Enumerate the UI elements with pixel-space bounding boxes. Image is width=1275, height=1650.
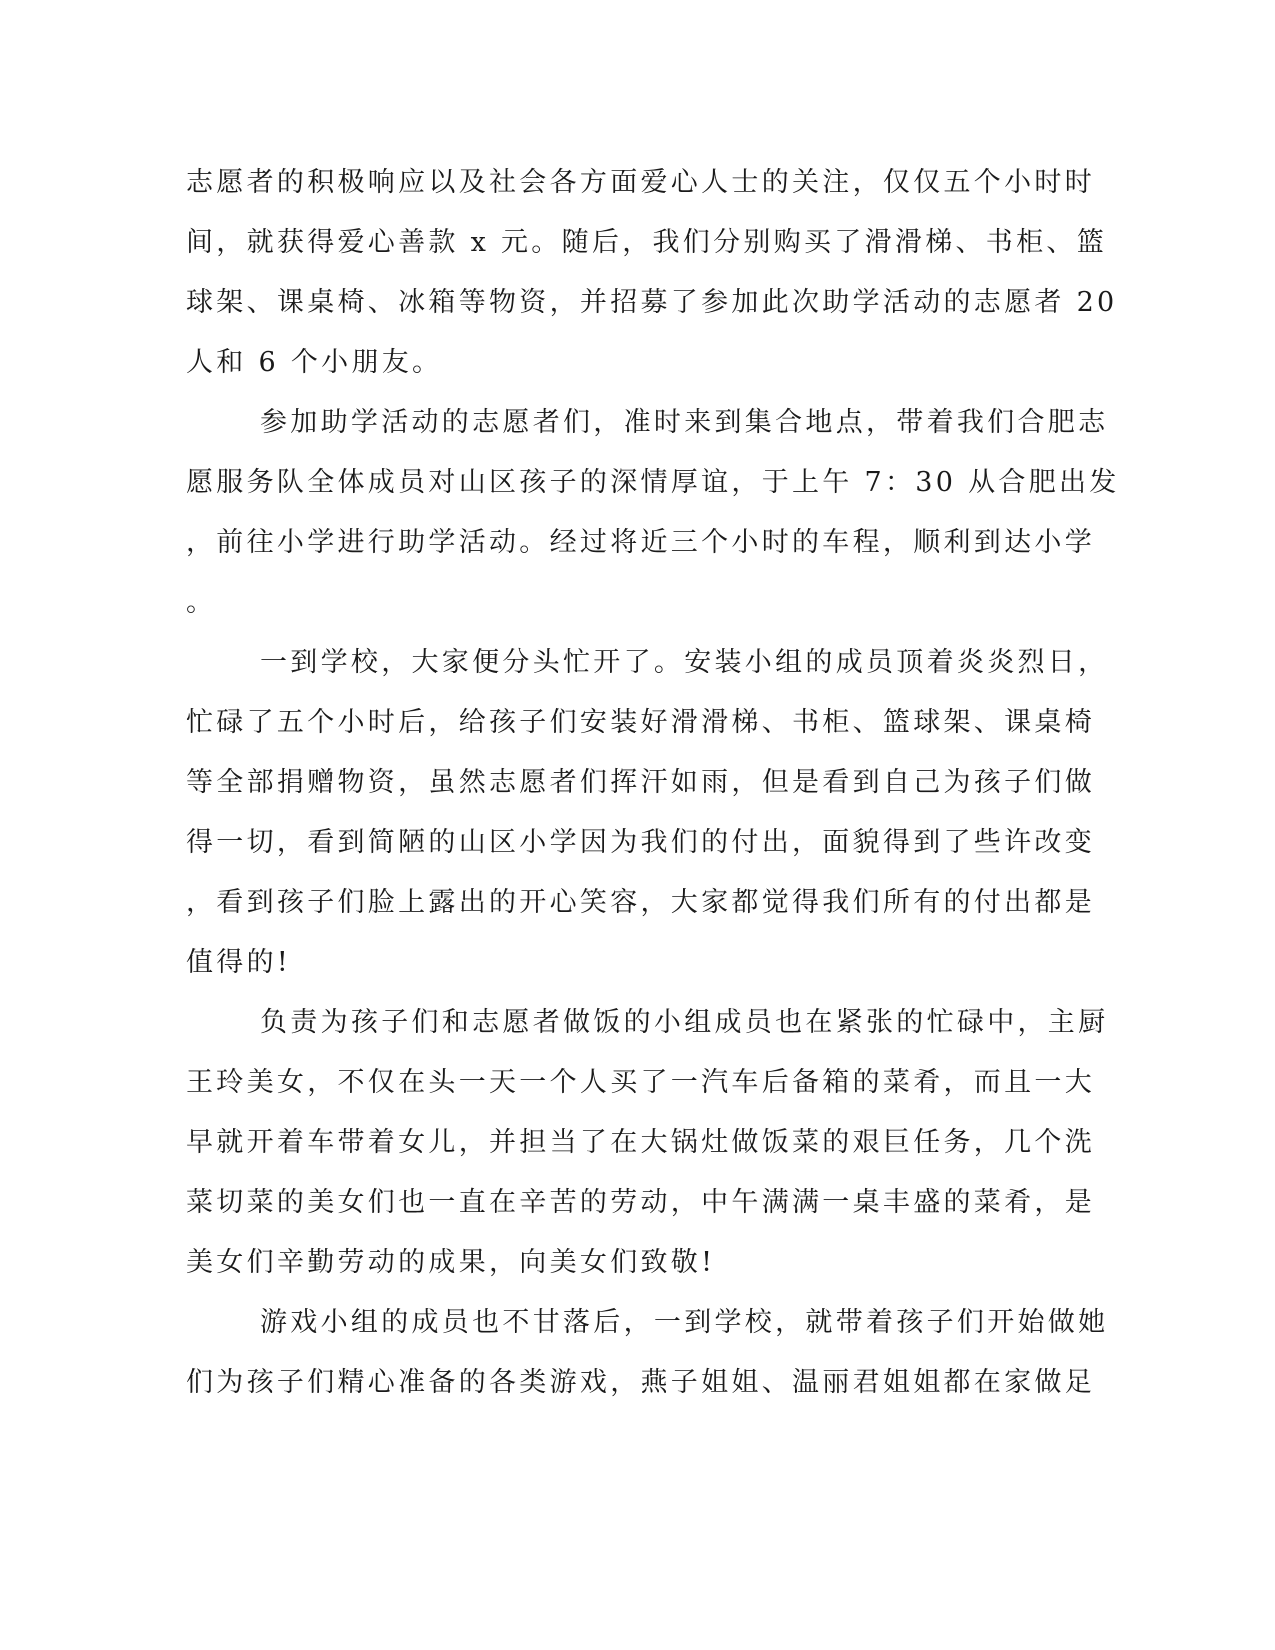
text-line: 菜切菜的美女们也一直在辛苦的劳动，中午满满一桌丰盛的菜肴，是: [186, 1187, 1095, 1218]
paragraph-start-line: 游戏小组的成员也不甘落后，一到学校，就带着孩子们开始做她: [260, 1307, 1109, 1338]
text-line: ，前往小学进行助学活动。经过将近三个小时的车程，顺利到达小学: [186, 527, 1095, 558]
text-line: 人和 6 个小朋友。: [186, 347, 443, 378]
text-line: 美女们辛勤劳动的成果，向美女们致敬!: [186, 1247, 716, 1278]
paragraph-start-line: 负责为孩子们和志愿者做饭的小组成员也在紧张的忙碌中，主厨: [260, 1007, 1109, 1038]
text-line: ，看到孩子们脸上露出的开心笑容，大家都觉得我们所有的付出都是: [186, 887, 1095, 918]
text-line: 。: [186, 587, 217, 618]
text-line: 早就开着车带着女儿，并担当了在大锅灶做饭菜的艰巨任务，几个洗: [186, 1127, 1095, 1158]
text-line: 值得的!: [186, 947, 292, 978]
paragraph-start-line: 一到学校，大家便分头忙开了。安装小组的成员顶着炎炎烈日，: [260, 647, 1109, 678]
text-line: 王玲美女，不仅在头一天一个人买了一汽车后备箱的菜肴，而且一大: [186, 1067, 1095, 1098]
text-line: 等全部捐赠物资，虽然志愿者们挥汗如雨，但是看到自己为孩子们做: [186, 767, 1095, 798]
text-line: 得一切，看到简陋的山区小学因为我们的付出，面貌得到了些许改变: [186, 827, 1095, 858]
text-line: 们为孩子们精心准备的各类游戏，燕子姐姐、温丽君姐姐都在家做足: [186, 1367, 1095, 1398]
text-line: 间，就获得爱心善款 x 元。随后，我们分别购买了滑滑梯、书柜、篮: [186, 227, 1107, 258]
text-line: 愿服务队全体成员对山区孩子的深情厚谊，于上午 7：30 从合肥出发: [186, 467, 1120, 498]
text-line: 志愿者的积极响应以及社会各方面爱心人士的关注，仅仅五个小时时: [186, 167, 1095, 198]
text-line: 忙碌了五个小时后，给孩子们安装好滑滑梯、书柜、篮球架、课桌椅: [186, 707, 1095, 738]
text-line: 球架、课桌椅、冰箱等物资，并招募了参加此次助学活动的志愿者 20: [186, 287, 1118, 318]
paragraph-start-line: 参加助学活动的志愿者们，准时来到集合地点，带着我们合肥志: [260, 407, 1109, 438]
